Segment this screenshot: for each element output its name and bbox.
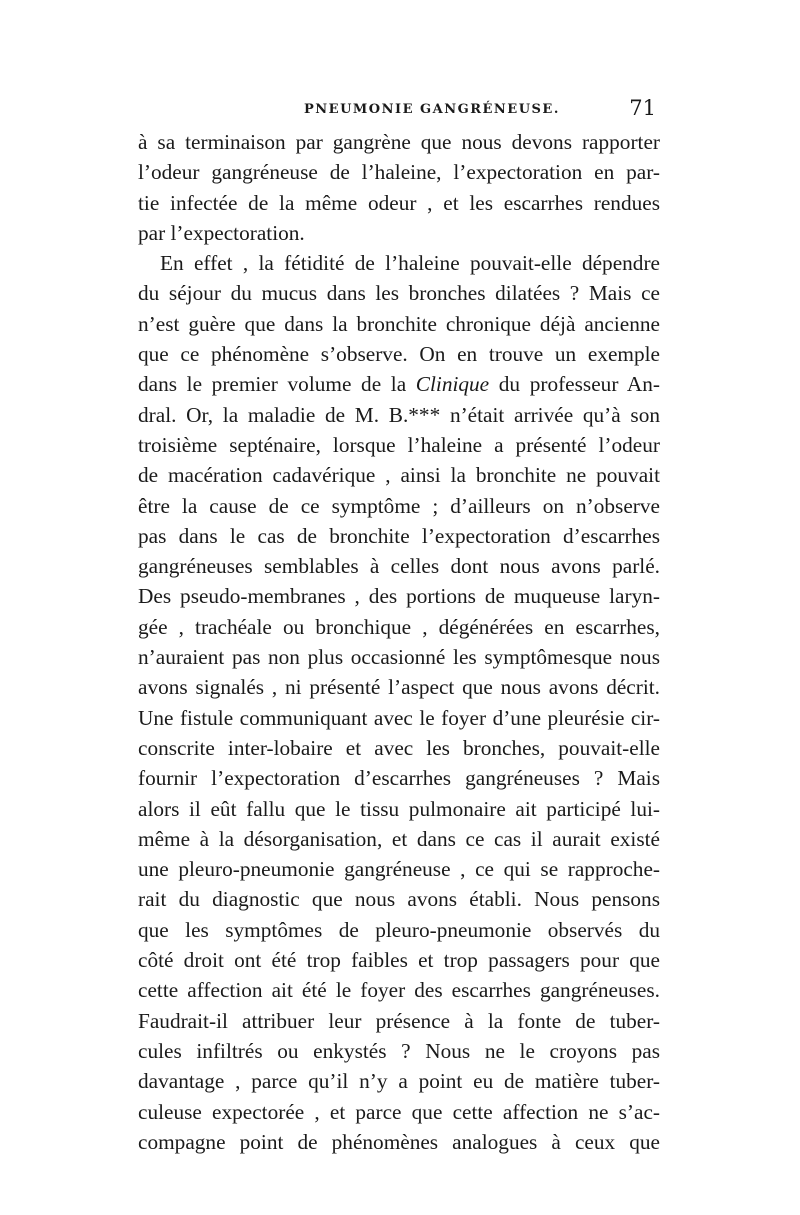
- text-line: que les symptômes de pleuro-pneumonie observés du: [138, 917, 660, 942]
- running-title: PNEUMONIE GANGRÉNEUSE.: [304, 102, 560, 117]
- text-line: cules infiltrés ou enkystés ? Nous ne le croyons pas: [138, 1038, 660, 1063]
- text-line: même à la désorganisation, et dans ce cas il aurait existé: [138, 826, 660, 851]
- text-line: de macération cadavérique , ainsi la bronchite ne pouvait: [138, 463, 660, 488]
- book-title-italic: Clinique: [415, 372, 490, 397]
- text-line: que ce phénomène s’observe. On en trouve un exemple: [138, 342, 660, 367]
- text-line: alors il eût fallu que le tissu pulmonaire ait participé lui-: [138, 796, 660, 821]
- text-line: Une fistule communiquant avec le foyer d’une pleurésie cir-: [138, 705, 660, 730]
- text-line: avons signalés , ni présenté l’aspect que nous avons décrit.: [138, 675, 660, 700]
- text-line: être la cause de ce symptôme ; d’ailleurs on n’observe: [138, 493, 660, 518]
- text-line: Faudrait-il attribuer leur présence à la fonte de tuber-: [138, 1008, 660, 1033]
- text-line: par l’expectoration.: [138, 220, 305, 245]
- text-line: côté droit ont été trop faibles et trop passagers pour que: [138, 948, 660, 973]
- body-text: [138, 127, 660, 1157]
- text-line: fournir l’expectoration d’escarrhes gangréneuses ? Mais: [138, 766, 660, 791]
- page-header: [138, 96, 660, 120]
- text-line: l’odeur gangréneuse de l’haleine, l’expectoration en par-: [138, 160, 660, 185]
- text-line: du séjour du mucus dans les bronches dilatées ? Mais ce: [138, 281, 660, 306]
- text-line: n’est guère que dans la bronchite chronique déjà ancienne: [138, 311, 660, 336]
- text-line: rait du diagnostic que nous avons établi. Nous pensons: [138, 887, 660, 912]
- text-line: dans le premier volume de la Clinique du professeur An-: [138, 372, 660, 397]
- text-line: compagne point de phénomènes analogues à ceux que: [138, 1129, 660, 1154]
- text-line: dral. Or, la maladie de M. B.*** n’était arrivée qu’à son: [138, 402, 660, 427]
- text-line: pas dans le cas de bronchite l’expectoration d’escarrhes: [138, 523, 660, 548]
- text-line: Des pseudo-membranes , des portions de muqueuse laryn-: [138, 584, 660, 609]
- text-line: cette affection ait été le foyer des escarrhes gangréneuses.: [138, 978, 660, 1003]
- text-line: conscrite inter-lobaire et avec les bronches, pouvait-elle: [138, 735, 660, 760]
- page-number: 71: [629, 96, 656, 120]
- text-line: n’auraient pas non plus occasionné les symptômesque nous: [138, 645, 660, 670]
- text-line: davantage , parce qu’il n’y a point eu de matière tuber-: [138, 1069, 660, 1094]
- text-line: gée , trachéale ou bronchique , dégénérées en escarrhes,: [138, 614, 660, 639]
- text-line: troisième septénaire, lorsque l’haleine a présenté l’odeur: [138, 432, 660, 457]
- text-line: gangréneuses semblables à celles dont nous avons parlé.: [138, 554, 660, 579]
- text-line: culeuse expectorée , et parce que cette affection ne s’ac-: [138, 1099, 660, 1124]
- text-line: à sa terminaison par gangrène que nous devons rapporter: [138, 130, 660, 154]
- text-line: une pleuro-pneumonie gangréneuse , ce qui se rapproche-: [138, 857, 660, 882]
- text-line: tie infectée de la même odeur , et les escarrhes rendues: [138, 190, 660, 215]
- text-line: En effet , la fétidité de l’haleine pouvait-elle dépendre: [160, 251, 660, 276]
